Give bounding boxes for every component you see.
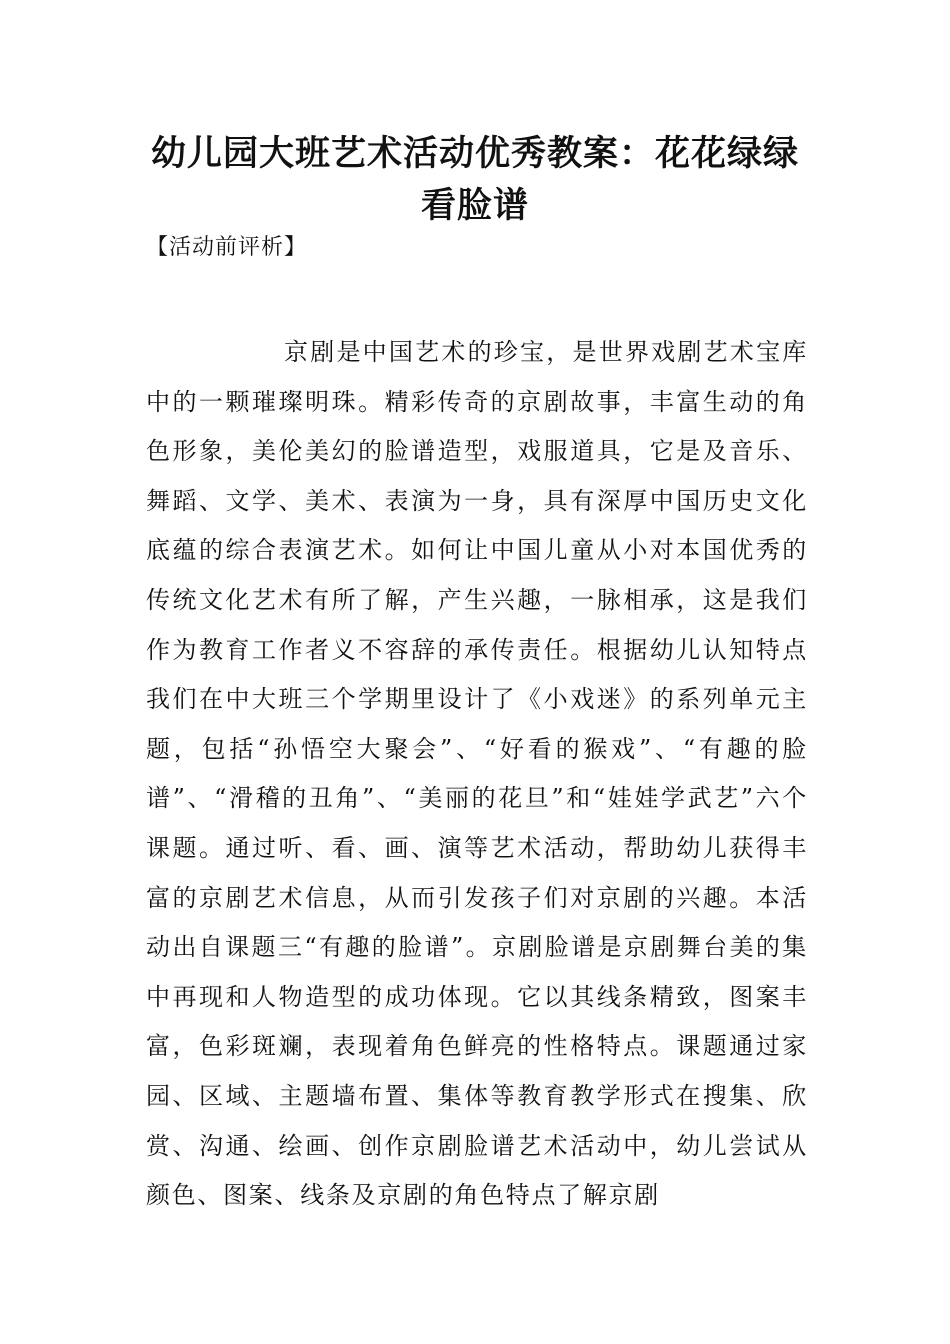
body-paragraph: 京剧是中国艺术的珍宝，是世界戏剧艺术宝库中的一颗璀璨明珠。精彩传奇的京剧故事，丰富生动的角色形象，美伦美幻的脸谱造型，戏服道具，它是及音乐、舞蹈、文学、美术、表演为一身，具有深厚中国历史文化底蕴的综合表演艺术。如何让中国儿童从小对本国优秀的传统文化艺术有所了解，产生兴趣，一脉相承，这是我们作为教育工作者义不容辞的承传责任。根据幼儿认知特点我们在中大班三个学期里设计了《小戏迷》的系列单元主题，包括“孙悟空大聚会”、“好看的猴戏”、“有趣的脸谱”、“滑稽的丑角”、“美丽的花旦”和“娃娃学武艺”六个课题。通过听、看、画、演等艺术活动，帮助幼儿获得丰富的京剧艺术信息，从而引发孩子们对京剧的兴趣。本活动出自课题三“有趣的脸谱”。京剧脸谱是京剧舞台美的集中再现和人物造型的成功体现。它以其线条精致，图案丰富，色彩斑斓，表现着角色鲜亮的性格特点。课题通过家园、区域、主题墙布置、集体等教育教学形式在搜集、欣赏、沟通、绘画、创作京剧脸谱艺术活动中，幼儿尝试从颜色、图案、线条及京剧的角色特点了解京剧: [146, 338, 808, 1210]
section-heading: 【活动前评析】: [146, 235, 308, 260]
document-title: 幼儿园大班艺术活动优秀教案：花花绿绿看脸谱: [150, 134, 799, 226]
